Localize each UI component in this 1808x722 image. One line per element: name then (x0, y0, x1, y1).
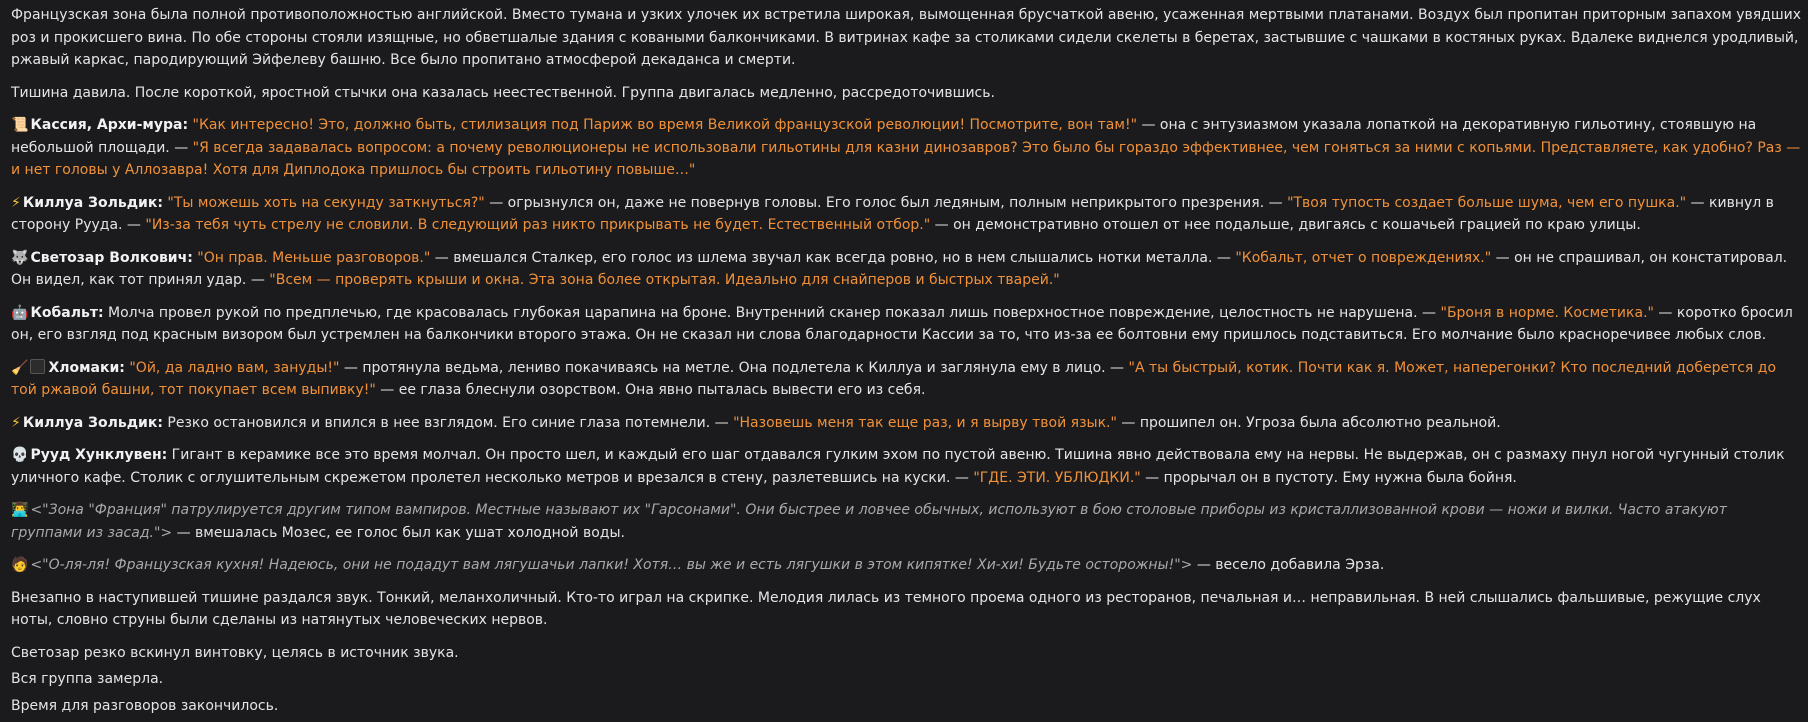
terminal-icon: 👨‍💻 (11, 502, 29, 518)
lightning-icon: ⚡ (11, 194, 21, 211)
dialogue-kobalt (11, 302, 1802, 347)
quote: "Твоя тупость создает больше шума, чем его пушка." (1287, 194, 1687, 211)
narration: — прошипел он. Угроза была абсолютно реальной. (1116, 414, 1501, 431)
narration: — огрызнулся он, даже не повернув головы. Его голос был ледяным, полным неприкрытого презрения. — (484, 194, 1288, 211)
system-message: <"О-ля-ля! Французская кухня! Надеюсь, они не подадут вам лягушачьи лапки! Хотя… вы же и есть лягушки в этом кипятке! Хи-хи! Будьте осторожны!"> (30, 557, 1193, 573)
narration: — ее глаза блеснули озорством. Она явно пыталась вывести его из себя. (375, 382, 926, 398)
quote: "Ты можешь хоть на секунду заткнуться?" (167, 194, 485, 211)
speaker-name: Киллуа Зольдик: (22, 194, 163, 211)
dialogue-svetozar (11, 247, 1802, 292)
dialogue-erza (11, 554, 1802, 577)
speaker-name: Кобальт: (30, 304, 104, 321)
quote: "Всем — проверять крыши и окна. Эта зона более открытая. Идеально для снайперов и быстрых тварей." (269, 272, 1060, 288)
narration: — он демонстративно отошел от нее подальше, двигаясь с кошачьей грацией по краю улицы. (930, 217, 1641, 233)
narration: Гигант в керамике все это время молчал. Он просто шел, и каждый его шаг отдавался гулким эхом по пустой авеню. Тишина явно действовала ему на нервы. Не выдержав, он с размаху пнул ногой чугунный столик уличного кафе. Столик с оглушительным скрежетом пролетел несколько метров и врезался в стену, разлетевшись на куски. — (11, 447, 1785, 486)
dialogue-killua (11, 192, 1802, 237)
dialogue-moses (11, 499, 1802, 544)
scroll-icon: 📜 (11, 117, 29, 133)
speaker-name: Киллуа Зольдик: (22, 414, 163, 431)
quote: "ГДЕ. ЭТИ. УБЛЮДКИ." (973, 469, 1141, 486)
robot-icon: 🤖 (11, 304, 29, 321)
speaker-name: Кассия, Архи-мура: (30, 117, 189, 133)
paragraph-intro: Французская зона была полной противоположностью английской. Вместо тумана и узких улочек их встретила широкая, вымощенная брусчаткой авеню, усаженная мертвыми платанами. Воздух был пропитан приторным запахом увядших роз и прокисшего вина. По обе стороны стояли изящные, но обветшалые здания с коваными балкончиками. В витринах кафе за столиками сидели скелеты в беретах, застывшие с чашками в костяных руках. Вдалеке виднелся уродливый, ржавый каркас, пародирующий Эйфелеву башню. Все было пропитано атмосферой декаданса и смерти. (11, 7, 1802, 68)
quote: "Ой, да ладно вам, зануды!" (129, 359, 340, 376)
narration: — вмешалась Мозес, ее голос был как ушат холодной воды. (172, 524, 625, 541)
speaker-name: Рууд Хунклувен: (30, 447, 168, 463)
quote: "Назовешь меня так еще раз, и я вырву твой язык." (733, 414, 1117, 431)
chat-message (11, 4, 1802, 717)
quote: "Как интересно! Это, должно быть, стилизация под Париж во время Великой французской революции! Посмотрите, вон там!" (192, 117, 1138, 133)
dialogue-ruud (11, 444, 1802, 489)
paragraph-violin: Внезапно в наступившей тишине раздался звук. Тонкий, меланхоличный. Кто-то играл на скрипке. Мелодия лилась из темного проема одного из ресторанов, печальная и… неправильная. В ней слышались фальшивые, режущие слух ноты, словно струны были сделаны из натянутых человеческих нервов. (11, 589, 1761, 628)
paragraph-aim: Светозар резко вскинул винтовку, целясь в источник звука. (11, 644, 459, 661)
narration: — протянула ведьма, лениво покачиваясь на метле. Она подлетела к Киллуа и заглянула ему в лицо. — (339, 359, 1129, 376)
speaker-name: Хломаки: (48, 359, 125, 376)
quote: "Я всегда задавалась вопросом: а почему революционеры не использовали гильотины для казни динозавров? Это было бы гораздо эффективнее, чем гоняться за ними с копьями. Представляете, как удобно? Раз — и нет головы у Аллозавра! Хотя для Диплодока пришлось бы строить гильотину повыше…" (11, 139, 1801, 178)
quote: "Броня в норме. Косметика." (1440, 304, 1654, 321)
lightning-icon: ⚡ (11, 414, 21, 431)
narration: — кивнул в сторону Рууда. — (11, 194, 1774, 233)
narration: Резко остановился и впился в нее взглядом. Его синие глаза потемнели. — (162, 414, 734, 431)
quote: "Он прав. Меньше разговоров." (197, 249, 431, 266)
quote: "Из-за тебя чуть стрелу не словили. В следующий раз никто прикрывать не будет. Естественный отбор." (145, 217, 931, 233)
paragraph-silence: Тишина давила. После короткой, яростной стычки она казалась неестественной. Группа двигалась медленно, рассредоточившись. (11, 84, 995, 101)
paragraph-end: Время для разговоров закончилось. (11, 697, 279, 714)
quote: "Кобальт, отчет о повреждениях." (1235, 249, 1492, 266)
dialogue-kassia (11, 114, 1802, 182)
narration: — она с энтузиазмом указала лопаткой на декоративную гильотину, стоявшую на небольшой площади. — (11, 117, 1757, 156)
skull-icon: 💀 (11, 447, 29, 463)
black-square-icon (30, 359, 45, 374)
narration: — прорычал он в пустоту. Ему нужна была бойня. (1140, 469, 1517, 486)
narration: — весело добавила Эрза. (1192, 557, 1385, 573)
narration: — вмешался Сталкер, его голос из шлема звучал как всегда ровно, но в нем слышались нотки металла. — (430, 249, 1236, 266)
person-icon: 🧑 (11, 557, 29, 573)
paragraph-freeze: Вся группа замерла. (11, 671, 164, 687)
dialogue-khlomaki (11, 357, 1802, 402)
narration: — коротко бросил он, его взгляд под красным визором был устремлен на балкончики второго этажа. Он не сказал ни слова благодарности Кассии за то, что из-за ее болтовни ему пришлось подставиться. Его молчание было красноречивее любых слов. (11, 304, 1793, 343)
broom-icon: 🧹 (11, 359, 29, 376)
quote: "А ты быстрый, котик. Почти как я. Может, наперегонки? Кто последний доберется до той ржавой башни, тот покупает всем выпивку!" (11, 359, 1777, 398)
speaker-name: Светозар Волкович: (30, 249, 193, 266)
narration: Молча провел рукой по предплечью, где красовалась глубокая царапина на броне. Внутренний сканер показал лишь поверхностное повреждение, целостность не нарушена. — (103, 304, 1441, 321)
narration: — он не спрашивал, он констатировал. Он видел, как тот принял удар. — (11, 249, 1788, 288)
wolf-icon: 🐺 (11, 249, 29, 266)
system-message: <"Зона "Франция" патрулируется другим типом вампиров. Местные называют их "Гарсонами". Они быстрее и ловчее обычных, используют в бою столовые приборы из кристаллизованной крови — ножи и вилки. Часто атакуют группами из засад."> (11, 502, 1727, 541)
dialogue-killua-2 (11, 412, 1802, 435)
